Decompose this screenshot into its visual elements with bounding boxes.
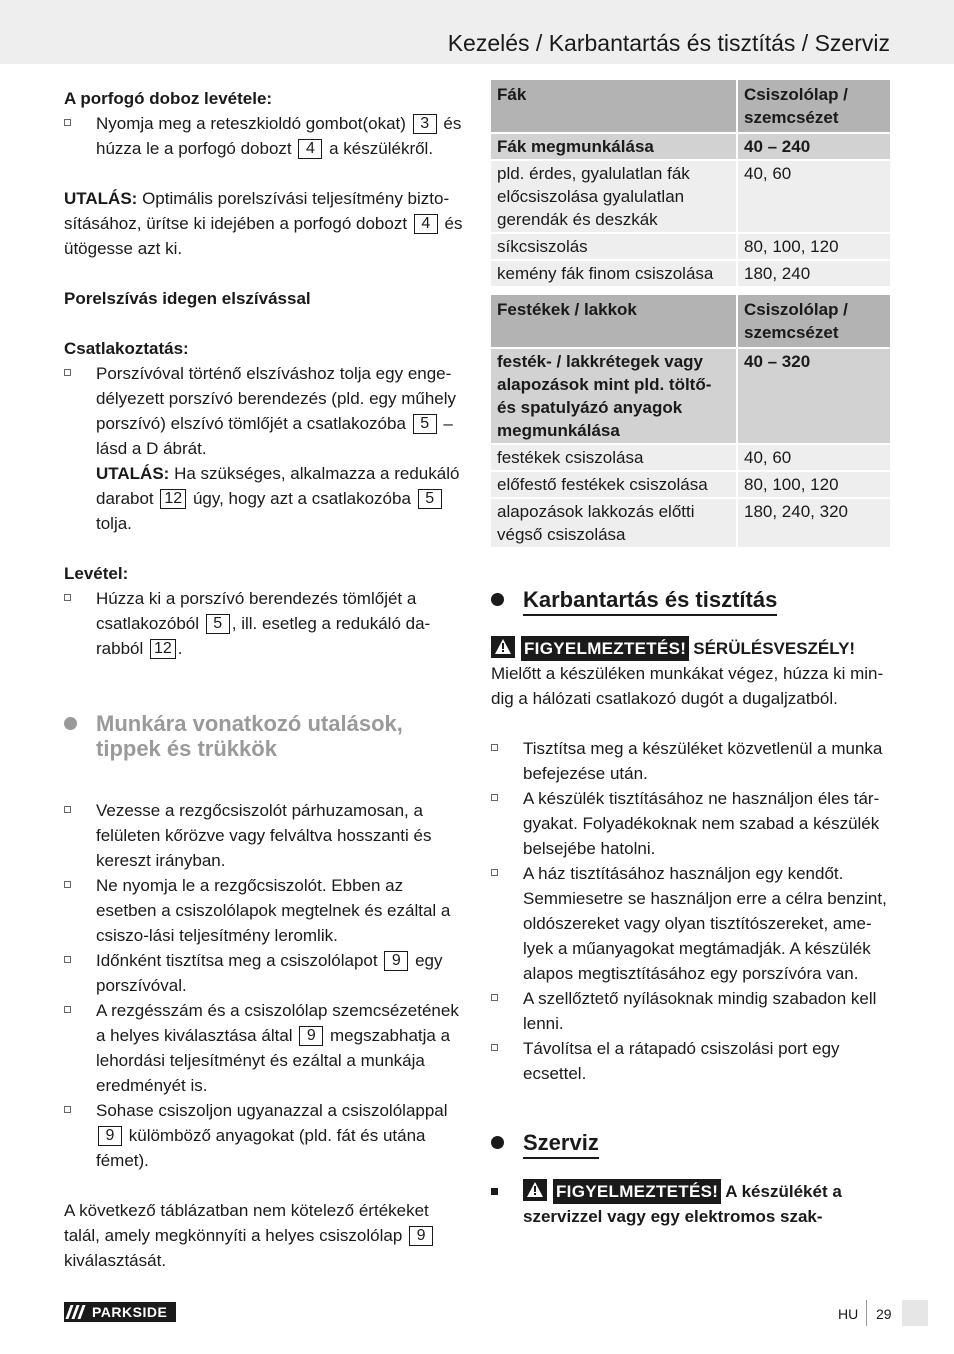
square-bullet-icon bbox=[491, 1188, 498, 1195]
maintenance-warning-text: Mielőtt a készüléken munkákat végez, húzza ki min-dig a hálózati csatlakozó dugót a dugaljzatból. bbox=[491, 664, 884, 708]
maintenance-heading: Karbantartás és tisztítás bbox=[491, 587, 891, 612]
footer-divider bbox=[866, 1300, 867, 1326]
table-row: előfestő festékek csiszolása 80, 100, 120 bbox=[491, 472, 890, 497]
part-number: 12 bbox=[150, 639, 176, 659]
table-row: kemény fák finom csiszolása 180, 240 bbox=[491, 261, 890, 286]
remove-heading: Levétel: bbox=[64, 564, 129, 583]
part-number: 9 bbox=[98, 1126, 122, 1146]
part-number: 9 bbox=[409, 1226, 433, 1246]
list-item: Időnként tisztítsa meg a csiszolólapot 9 egy porszívóval. bbox=[64, 948, 464, 998]
logo-stripes-icon bbox=[68, 1302, 92, 1322]
paint-grit-table bbox=[491, 293, 890, 549]
checkbox-bullet-icon bbox=[64, 1006, 71, 1013]
list-item: Tisztítsa meg a készüléket közvetlenül a munka befejezése után. bbox=[491, 736, 891, 786]
checkbox-bullet-icon bbox=[64, 881, 71, 888]
table-row: síkcsiszolás 80, 100, 120 bbox=[491, 234, 890, 259]
part-number: 4 bbox=[298, 139, 322, 159]
bullet-dot-icon bbox=[64, 717, 77, 730]
wood-grit-table bbox=[491, 78, 890, 288]
checkbox-bullet-icon bbox=[491, 794, 498, 801]
list-item: A szellőztető nyílásoknak mindig szabadon kell lenni. bbox=[491, 986, 891, 1036]
dust-box-heading: A porfogó doboz levétele: bbox=[64, 89, 273, 108]
parkside-logo: PARKSIDE bbox=[64, 1302, 176, 1322]
warning-triangle-icon bbox=[523, 1179, 547, 1201]
left-column bbox=[64, 86, 464, 1273]
checkbox-bullet-icon bbox=[491, 869, 498, 876]
list-item: A rezgésszám és a csiszolólap szemcsézetének a helyes kiválasztása által 9 megszabhatja a lehordási teljesítményt és ezáltal a munkája eredményét is. bbox=[64, 998, 464, 1098]
checkbox-bullet-icon bbox=[64, 119, 71, 126]
list-item: Porszívóval történő elszíváshoz tolja egy enge-délyezett porszívó berendezés (pld. egy műhely porszívó) elszívó tömlőjét a csatlakozóba 5 – lásd a D ábrát. UTALÁS: Ha szükséges, alkalmazza a redukáló darabot 12 úgy, hogy azt a csatlakozóba 5 tolja. bbox=[64, 361, 464, 536]
maintenance-list bbox=[491, 736, 891, 1086]
part-number: 5 bbox=[206, 614, 230, 634]
checkbox-bullet-icon bbox=[64, 956, 71, 963]
part-number: 12 bbox=[160, 489, 186, 509]
page-number: 29 bbox=[876, 1306, 892, 1322]
list-item: Nyomja meg a reteszkioldó gombot(okat) 3 és húzza le a porfogó dobozt 4 a készülékről. bbox=[64, 111, 464, 161]
checkbox-bullet-icon bbox=[64, 369, 71, 376]
table-row: Fák megmunkálása 40 – 240 bbox=[491, 134, 890, 159]
checkbox-bullet-icon bbox=[64, 1106, 71, 1113]
service-heading: Szerviz bbox=[491, 1130, 891, 1155]
maintenance-warning: FIGYELMEZTETÉS! SÉRÜLÉSVESZÉLY! bbox=[491, 636, 891, 661]
page-title: Kezelés / Karbantartás és tisztítás / Szerviz bbox=[447, 30, 890, 56]
dust-box-list bbox=[64, 111, 464, 161]
checkbox-bullet-icon bbox=[491, 1044, 498, 1051]
checkbox-bullet-icon bbox=[64, 594, 71, 601]
part-number: 5 bbox=[413, 414, 437, 434]
bullet-dot-icon bbox=[491, 593, 504, 606]
warning-tag: FIGYELMEZTETÉS! bbox=[553, 1179, 721, 1204]
list-item: A ház tisztításához használjon egy kendőt. Semmiesetre se használjon erre a célra benzint, oldószereket vagy olyan tisztítószereket, ame-lyek a műanyagokat megtámadják. A készülék alapos megtisztításához egy porszívóra van. bbox=[491, 861, 891, 986]
connect-heading: Csatlakoztatás: bbox=[64, 339, 189, 358]
part-number: 9 bbox=[384, 951, 408, 971]
remove-list bbox=[64, 586, 464, 661]
table-row: alapozások lakkozás előtti végső csiszolása 180, 240, 320 bbox=[491, 499, 890, 547]
list-item: Húzza ki a porszívó berendezés tömlőjét a csatlakozóból 5 , ill. esetleg a redukáló da-rabból 12 . bbox=[64, 586, 464, 661]
list-item: Ne nyomja le a rezgőcsiszolót. Ebben az esetben a csiszolólapok megtelnek és ezáltal a csiszo-lási teljesítmény leromlik. bbox=[64, 873, 464, 948]
list-item: A készülék tisztításához ne használjon éles tár-gyakat. Folyadékoknak nem szabad a készülék belsejébe hatolni. bbox=[491, 786, 891, 861]
table-header-row: Festékek / lakkok Csiszolólap / szemcsézet bbox=[491, 295, 890, 347]
part-number: 4 bbox=[414, 214, 438, 234]
checkbox-bullet-icon bbox=[64, 806, 71, 813]
part-number: 3 bbox=[413, 114, 437, 134]
list-item: Sohase csiszoljon ugyanazzal a csiszolólappal 9 külömböző anyagokat (pld. fát és utána fémet). bbox=[64, 1098, 464, 1173]
table-row: festékek csiszolása 40, 60 bbox=[491, 445, 890, 470]
tips-list bbox=[64, 798, 464, 1173]
footer-tab bbox=[902, 1300, 928, 1326]
checkbox-bullet-icon bbox=[491, 744, 498, 751]
table-header-row: Fák Csiszolólap / szemcsézet bbox=[491, 80, 890, 132]
warning-triangle-icon bbox=[491, 636, 515, 658]
service-warning: FIGYELMEZTETÉS! A készülékét a szervizzel vagy egy elektromos szak- bbox=[491, 1179, 891, 1229]
table-row: pld. érdes, gyalulatlan fák előcsiszolása gyalulatlan gerendák és deszkák 40, 60 bbox=[491, 161, 890, 232]
right-column bbox=[491, 78, 891, 1229]
checkbox-bullet-icon bbox=[491, 994, 498, 1001]
tips-heading: Munkára vonatkozó utalások, tippek és trükkök bbox=[64, 711, 464, 761]
list-item: Távolítsa el a rátapadó csiszolási port egy ecsettel. bbox=[491, 1036, 891, 1086]
connect-list bbox=[64, 361, 464, 536]
table-row: festék- / lakkrétegek vagy alapozások mint pld. töltő- és spatulyázó anyagok megmunkálása 40 – 320 bbox=[491, 349, 890, 443]
dust-box-note: UTALÁS: Optimális porelszívási teljesítmény bizto-sításához, ürítse ki idejében a porfogó dobozt 4 és ütögesse azt ki. bbox=[64, 189, 463, 258]
part-number: 5 bbox=[418, 489, 442, 509]
bullet-dot-icon bbox=[491, 1136, 504, 1149]
part-number: 9 bbox=[299, 1026, 323, 1046]
external-extraction-heading: Porelszívás idegen elszívással bbox=[64, 289, 311, 308]
warning-tag: FIGYELMEZTETÉS! bbox=[521, 636, 689, 661]
language-code: HU bbox=[838, 1306, 859, 1322]
list-item: Vezesse a rezgőcsiszolót párhuzamosan, a felületen kőrözve vagy felváltva hosszanti és kereszt irányban. bbox=[64, 798, 464, 873]
table-intro: A következő táblázatban nem kötelező értékeket talál, amely megkönnyíti a helyes csiszolólap 9 kiválasztását. bbox=[64, 1198, 464, 1273]
